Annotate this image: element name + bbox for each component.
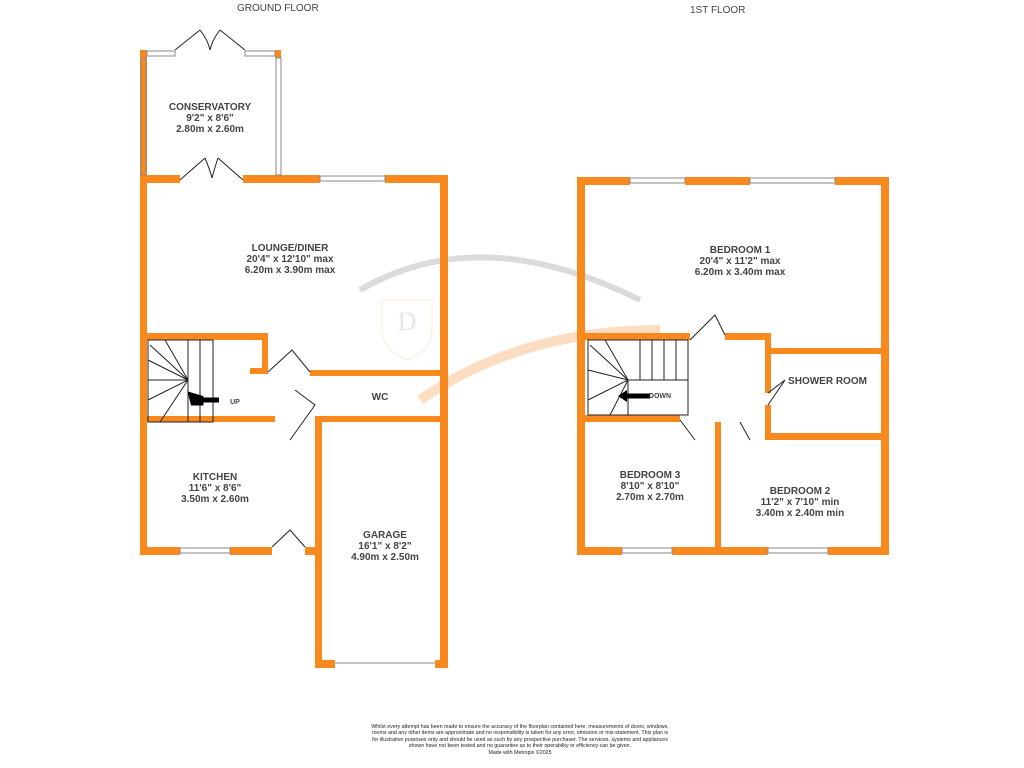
- room-kitchen: [160, 472, 270, 505]
- room-conservatory: [150, 102, 270, 135]
- room-imperial: 20'4" x 11'2" max: [699, 256, 781, 267]
- up-arrow-icon: [191, 395, 219, 403]
- room-imperial: 20'4" x 12'10" max: [246, 254, 334, 265]
- room-imperial: 11'2" x 7'10" min: [760, 497, 840, 508]
- room-metric: 2.70m x 2.70m: [616, 492, 684, 503]
- stairs-down-label: DOWN: [648, 393, 672, 400]
- credit-text: Made with Metropix ©2025: [488, 749, 552, 756]
- room-imperial: 16'1" x 8'2": [358, 541, 412, 552]
- room-wc: WC: [371, 392, 389, 403]
- room-name: LOUNGE/DINER: [251, 243, 329, 254]
- stairs-up-label: UP: [230, 399, 240, 406]
- room-metric: 3.40m x 2.40m min: [755, 508, 845, 519]
- room-lounge: [210, 243, 370, 276]
- room-metric: 3.50m x 2.60m: [181, 494, 249, 505]
- room-bedroom1: [660, 245, 820, 278]
- room-metric: 4.90m x 2.50m: [351, 552, 419, 563]
- ground-floor-heading: GROUND FLOOR: [237, 3, 319, 14]
- room-imperial: 8'10" x 8'10": [620, 481, 680, 492]
- room-garage: [330, 530, 440, 563]
- room-shower: SHOWER ROOM: [788, 376, 867, 387]
- room-name: CONSERVATORY: [168, 102, 252, 113]
- disclaimer-text: Whilst every attempt has been made to ensure the accuracy of the floorplan contained here, measurements of doors, windows, rooms and any other items are approximate and no responsibility is taken for any error, omission or mis-statement. This plan is for illustrative purposes only and should be used as such by any prospective purchaser. The services, systems and appliances shown have not been tested and no guarantee as to their operability or efficiency can be given.: [371, 724, 669, 750]
- room-metric: 2.80m x 2.60m: [176, 124, 244, 135]
- disclaimer: [370, 724, 670, 756]
- room-metric: 6.20m x 3.40m max: [694, 267, 786, 278]
- room-name: BEDROOM 2: [769, 486, 831, 497]
- room-name: GARAGE: [363, 530, 407, 541]
- room-imperial: 11'6" x 8'6": [188, 483, 242, 494]
- stairs-ground: [148, 340, 213, 422]
- svg-text:D: D: [397, 307, 417, 336]
- room-name: KITCHEN: [192, 472, 238, 483]
- windows-ground: [141, 51, 435, 663]
- first-floor-heading: 1ST FLOOR: [690, 5, 746, 16]
- room-imperial: 9'2" x 8'6": [186, 113, 234, 124]
- room-name: BEDROOM 3: [619, 470, 681, 481]
- watermark: [360, 257, 660, 400]
- room-bedroom2: [730, 486, 870, 519]
- room-metric: 6.20m x 3.90m max: [244, 265, 336, 276]
- room-name: BEDROOM 1: [709, 245, 771, 256]
- stairs-first: [588, 340, 688, 415]
- walls-ground: [140, 50, 448, 668]
- room-bedroom3: [600, 470, 700, 503]
